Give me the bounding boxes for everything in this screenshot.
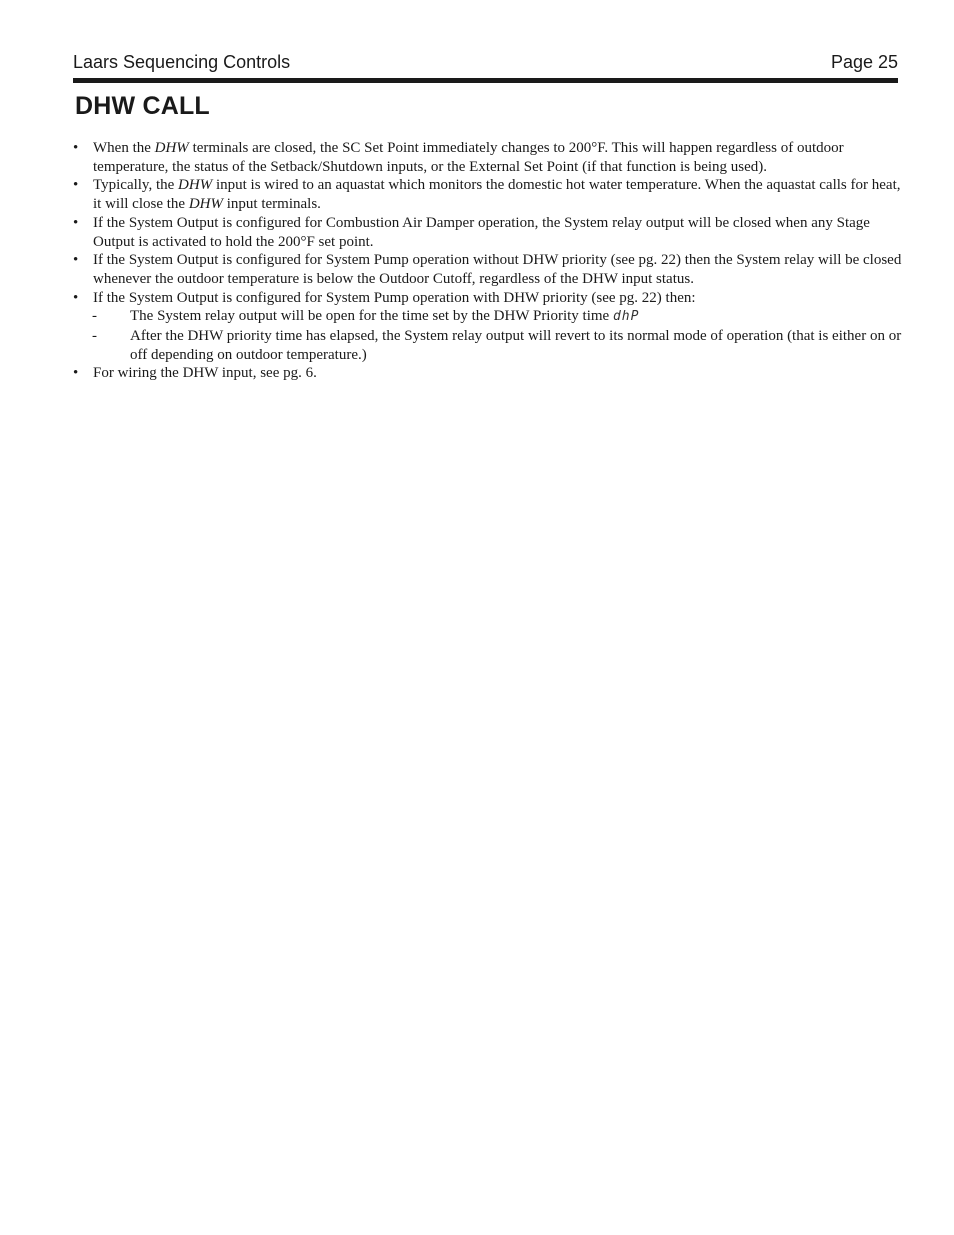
list-item-text: If the System Output is configured for System Pump operation without DHW priority (see pg. 22) then the System relay will be closed whenever the outdoor temperature is below the Outdoor Cutoff, regardless of the DHW input status. bbox=[93, 252, 902, 287]
sub-list-item bbox=[73, 307, 903, 327]
list-item bbox=[73, 289, 903, 308]
dash-marker: - bbox=[92, 328, 97, 345]
header-rule bbox=[73, 78, 898, 83]
list-item bbox=[73, 139, 903, 176]
section-title: DHW CALL bbox=[75, 92, 210, 120]
list-item-text: Typically, the bbox=[93, 177, 179, 194]
list-item-text: input terminals. bbox=[223, 196, 321, 213]
display-code: dhP bbox=[612, 309, 640, 325]
page-header bbox=[73, 50, 898, 76]
list-item bbox=[73, 214, 903, 251]
list-item-text: When the bbox=[93, 140, 155, 156]
sub-list-item bbox=[73, 327, 903, 364]
bullet-marker: • bbox=[73, 289, 79, 306]
list-item-text: terminals are closed, the SC Set Point immediately changes to 200°F. This will happen regardless of outdoor temperature, the status of the Setback/Shutdown inputs, or the External Set Point (if that function is being used). bbox=[93, 140, 844, 175]
bullet-marker: • bbox=[73, 252, 79, 269]
list-item bbox=[73, 176, 903, 213]
list-item-text: input is wired to an aquastat which monitors the domestic hot water temperature. When the aquastat calls for heat, it will close the bbox=[93, 177, 901, 213]
dhw-term: DHW bbox=[154, 140, 189, 156]
list-item-text: For wiring the DHW input, see pg. 6. bbox=[93, 365, 317, 382]
dhw-term: DHW bbox=[188, 196, 223, 213]
bullet-marker: • bbox=[73, 214, 79, 231]
sub-list-item-text: The System relay output will be open for the time set by the DHW Priority time bbox=[130, 308, 613, 325]
list-item-text: If the System Output is configured for System Pump operation with DHW priority (see pg. 22) then: bbox=[93, 289, 696, 306]
header-page-number: Page 25 bbox=[830, 52, 898, 72]
bullet-marker: • bbox=[73, 140, 79, 156]
body-content bbox=[73, 139, 903, 383]
dhw-term: DHW bbox=[178, 177, 213, 194]
dash-marker: - bbox=[92, 308, 97, 325]
list-item-text: If the System Output is configured for Combustion Air Damper operation, the System relay output will be closed when any Stage Output is activated to hold the 200°F set point. bbox=[93, 214, 870, 250]
sub-list-item-text: After the DHW priority time has elapsed, the System relay output will revert to its normal mode of operation (that is either on or off depending on outdoor temperature.) bbox=[130, 328, 902, 363]
header-doc-title: Laars Sequencing Controls bbox=[73, 52, 291, 72]
list-item bbox=[73, 364, 903, 383]
bullet-marker: • bbox=[73, 365, 79, 382]
bullet-marker: • bbox=[73, 177, 79, 194]
list-item bbox=[73, 251, 903, 288]
